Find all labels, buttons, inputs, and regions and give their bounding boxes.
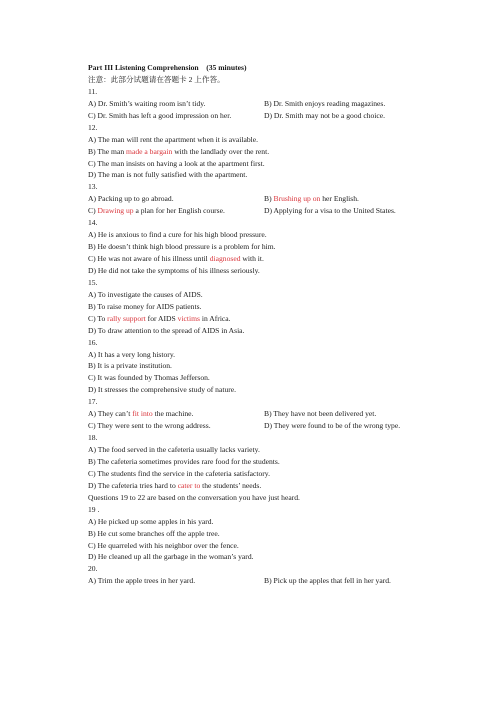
option-a: A) To investigate the causes of AIDS.	[88, 289, 203, 299]
highlighted-phrase: diagnosed	[209, 254, 241, 263]
option-b: B) The man made a bargain with the landlady over the rent.	[88, 146, 270, 156]
section-note: 注意：此部分试题请在答题卡 2 上作答。	[88, 74, 225, 84]
option-d: D) To draw attention to the spread of AIDS in Asia.	[88, 325, 245, 335]
option-c: C) Dr. Smith has left a good impression on her.	[88, 110, 232, 120]
conversation-instruction: Questions 19 to 22 are based on the conversation you have just heard.	[88, 492, 300, 502]
option-a: A) He is anxious to find a cure for his high blood pressure.	[88, 230, 267, 240]
question-number: 14.	[88, 218, 98, 228]
option-a: A) Trim the apple trees in her yard.	[88, 576, 196, 586]
highlighted-phrase: Drawing up	[97, 206, 134, 216]
highlighted-phrase: fit into	[132, 409, 153, 419]
option-d: D) Dr. Smith may not be a good choice.	[264, 110, 386, 120]
question-number: 19 .	[88, 504, 100, 514]
option-b: B) To raise money for AIDS patients.	[88, 301, 202, 311]
option-a: A) He picked up some apples in his yard.	[88, 516, 214, 526]
highlighted-phrase: rally support	[107, 313, 146, 323]
option-c: C) The man insists on having a look at the apartment first.	[88, 158, 265, 168]
option-c: C) He was not aware of his illness until diagnosed with it.	[88, 254, 264, 263]
option-b: B) Pick up the apples that fell in her yard.	[264, 576, 391, 586]
option-b: B) He cut some branches off the apple tree.	[88, 528, 220, 538]
question-number: 15.	[88, 277, 98, 287]
question-number: 20.	[88, 564, 98, 574]
option-d: D) The man is not fully satisfied with the apartment.	[88, 170, 248, 180]
option-a: A) Dr. Smith’s waiting room isn’t tidy.	[88, 98, 206, 108]
question-number: 18.	[88, 433, 98, 443]
option-c: C) The students find the service in the cafeteria satisfactory.	[88, 468, 270, 478]
option-row	[88, 193, 428, 205]
option-b: B) It is a private institution.	[88, 361, 172, 371]
option-d: D) He cleaned up all the garbage in the woman’s yard.	[88, 552, 254, 562]
option-d: D) They were found to be of the wrong type.	[264, 421, 401, 431]
section-title: Part III Listening Comprehension (35 minutes)	[88, 63, 247, 72]
option-a: A) It has a very long history.	[88, 349, 176, 359]
option-d: D) The cafeteria tries hard to cater to the students’ needs.	[88, 480, 262, 490]
question-number: 16.	[88, 337, 98, 347]
option-b: B) The cafeteria sometimes provides rare food for the students.	[88, 456, 280, 466]
option-row	[88, 205, 428, 217]
highlighted-phrase: cater to	[177, 480, 201, 490]
question-number: 17.	[88, 397, 98, 407]
option-a: A) They can’t fit into the machine.	[88, 409, 194, 419]
option-b: B) Brushing up on her English.	[264, 194, 359, 204]
option-d: D) It stresses the comprehensive study of nature.	[88, 385, 237, 395]
option-a: A) The food served in the cafeteria usually lacks variety.	[88, 445, 260, 454]
option-a: A) Packing up to go abroad.	[88, 194, 174, 204]
option-b: B) They have not been delivered yet.	[264, 409, 377, 419]
option-row	[88, 408, 428, 420]
question-number: 11.	[88, 86, 98, 96]
option-row	[88, 575, 428, 587]
highlighted-phrase: made a bargain	[126, 146, 173, 156]
exam-page	[88, 62, 428, 587]
question-number: 12.	[88, 122, 98, 132]
option-row	[88, 420, 428, 432]
option-c: C) To rally support for AIDS victims in Africa.	[88, 313, 231, 323]
highlighted-phrase: Brushing up on	[273, 194, 321, 204]
option-c: C) It was founded by Thomas Jefferson.	[88, 373, 210, 383]
option-d: D) He did not take the symptoms of his illness seriously.	[88, 265, 260, 275]
option-c: C) Drawing up a plan for her English course.	[88, 206, 225, 216]
option-row	[88, 110, 428, 122]
question-number: 13.	[88, 182, 98, 192]
option-d: D) Applying for a visa to the United States.	[264, 206, 396, 216]
highlighted-phrase: victims	[177, 313, 200, 323]
option-b: B) He doesn’t think high blood pressure is a problem for him.	[88, 242, 276, 252]
option-c: C) They were sent to the wrong address.	[88, 421, 211, 431]
option-b: B) Dr. Smith enjoys reading magazines.	[264, 98, 386, 108]
option-row	[88, 98, 428, 110]
option-a: A) The man will rent the apartment when it is available.	[88, 134, 259, 144]
option-c: C) He quarreled with his neighbor over the fence.	[88, 540, 239, 550]
